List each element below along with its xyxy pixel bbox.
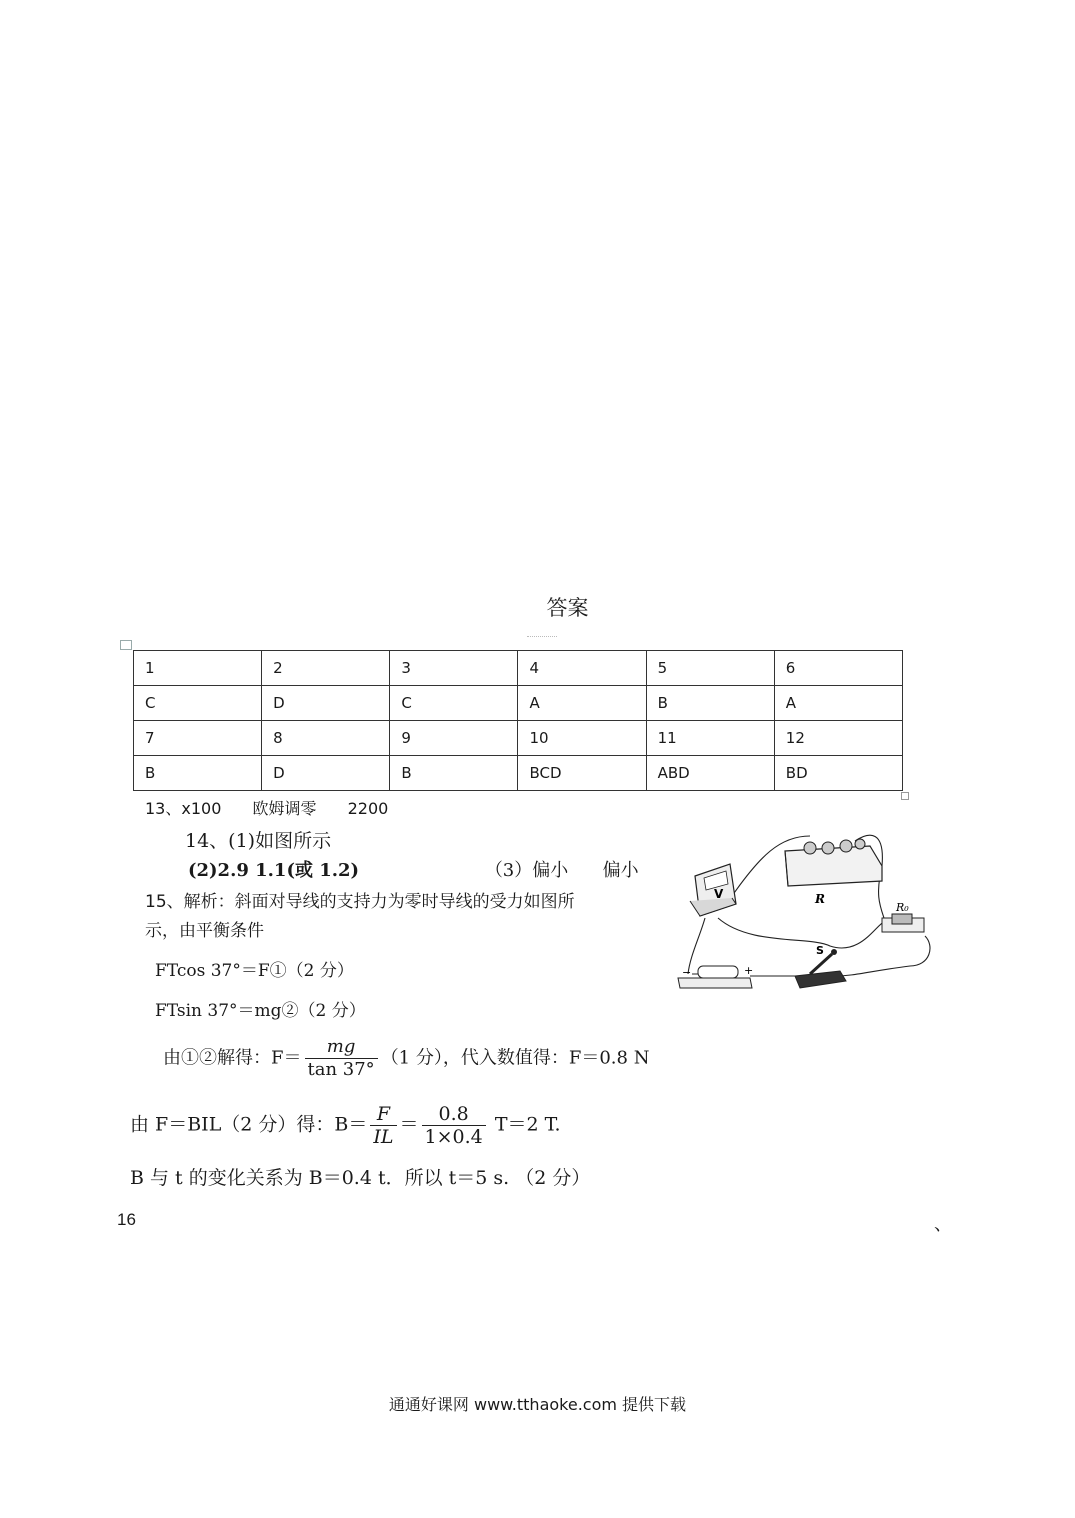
divider — [527, 636, 557, 639]
page-title: 答案 — [546, 596, 589, 620]
q13-part3: 2200 — [347, 799, 389, 818]
voltmeter — [690, 864, 736, 916]
eq4-frac2-den: 1×0.4 — [424, 1126, 483, 1148]
table-cell: 10 — [518, 721, 646, 756]
eq3-num: mg — [305, 1036, 378, 1059]
switch-label: S — [816, 944, 824, 957]
table-cell: 11 — [646, 721, 774, 756]
battery — [678, 964, 753, 988]
q13-part2: 欧姆调零 — [252, 799, 317, 818]
table-cell: 4 — [518, 651, 646, 686]
svg-text:−: − — [682, 966, 692, 979]
q14-line2 — [188, 856, 639, 882]
table-row — [134, 756, 903, 791]
q15-line1: 15、解析：斜面对导线的支持力为零时导线的受力如图所 — [145, 892, 575, 912]
table-cell: BCD — [518, 756, 646, 791]
q14-part2: (2)2.9 1.1(或 1.2) — [188, 860, 360, 881]
q16-number: 16 — [117, 1210, 136, 1229]
eq4-prefix: 由 F＝BIL（2 分）得：B＝ — [130, 1113, 368, 1136]
resistor-label: R₀ — [896, 901, 909, 914]
q15-equation-5: B 与 t 的变化关系为 B＝0.4 t．所以 t＝5 s. （2 分） — [130, 1167, 591, 1189]
table-cell: B — [134, 756, 262, 791]
q13-answer — [145, 796, 414, 819]
q14-part3: （3）偏小 — [484, 860, 569, 881]
table-cell: C — [134, 686, 262, 721]
q14-part3-b: 偏小 — [602, 860, 639, 881]
table-cell: B — [390, 756, 518, 791]
table-cell: C — [390, 686, 518, 721]
table-cell: 5 — [646, 651, 774, 686]
table-cell: 9 — [390, 721, 518, 756]
table-cell: 1 — [134, 651, 262, 686]
q15-line2: 示，由平衡条件 — [145, 921, 264, 941]
table-cell: A — [774, 686, 902, 721]
q15-equation-1: FTcos 37°＝F①（2 分） — [155, 961, 354, 981]
q15-equation-2: FTsin 37°＝mg②（2 分） — [155, 1001, 366, 1021]
table-cell: 8 — [262, 721, 390, 756]
q13-num: 13、x100 — [145, 799, 222, 818]
table-cell: D — [262, 756, 390, 791]
table-cell: 7 — [134, 721, 262, 756]
eq3-suffix: （1 分），代入数值得：F＝0.8 N — [380, 1047, 650, 1069]
table-cell: A — [518, 686, 646, 721]
svg-text:+: + — [744, 964, 754, 977]
eq4-suffix: T＝2 T. — [488, 1113, 561, 1136]
table-row — [134, 651, 903, 686]
table-cell: 3 — [390, 651, 518, 686]
switch — [795, 944, 846, 988]
circuit-diagram — [670, 826, 950, 996]
table-row — [134, 686, 903, 721]
footer-note: 通通好课网 www.tthaoke.com 提供下载 — [388, 1395, 687, 1414]
rheostat — [785, 839, 882, 906]
q16-trailing-mark: 、 — [934, 1214, 952, 1235]
table-cell: 6 — [774, 651, 902, 686]
eq3-prefix: 由①②解得：F＝ — [163, 1047, 302, 1069]
table-cell: 12 — [774, 721, 902, 756]
table-cell: BD — [774, 756, 902, 791]
table-cell: D — [262, 686, 390, 721]
table-cell: ABD — [646, 756, 774, 791]
table-cell: 2 — [262, 651, 390, 686]
eq4-frac2-num: 0.8 — [422, 1103, 486, 1126]
table-move-handle[interactable] — [120, 640, 132, 650]
q14-line1: 14、(1)如图所示 — [185, 830, 332, 852]
q15-equation-4 — [130, 1103, 561, 1148]
eq3-den: tan 37° — [307, 1059, 375, 1080]
table-row — [134, 721, 903, 756]
eq4-frac1-num: F — [370, 1103, 396, 1126]
eq3-fraction — [305, 1036, 378, 1081]
rheostat-label: R — [815, 892, 825, 906]
table-resize-handle[interactable] — [901, 792, 909, 800]
voltmeter-label: V — [714, 887, 724, 901]
eq4-frac1-den: IL — [373, 1126, 394, 1148]
eq4-equals: ＝ — [399, 1113, 419, 1136]
resistor-r0 — [882, 901, 924, 932]
eq4-fraction-2 — [422, 1103, 486, 1148]
eq4-fraction-1 — [370, 1103, 396, 1148]
answer-table — [133, 650, 903, 791]
table-cell: B — [646, 686, 774, 721]
q15-equation-3 — [163, 1036, 649, 1081]
